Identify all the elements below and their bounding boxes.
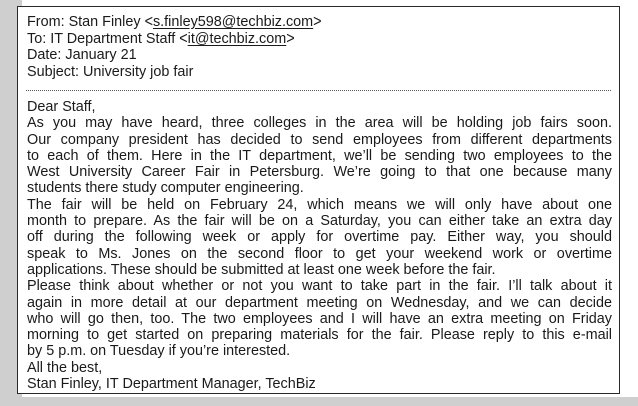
to-row xyxy=(27,31,612,48)
email-body xyxy=(27,99,612,392)
from-email-link[interactable]: s.finley598@techbiz.com xyxy=(152,14,314,30)
body-line: applications. These should be submitted at least one week before the fair. xyxy=(27,261,496,278)
email-header xyxy=(27,14,612,80)
body-line-signature: Stan Finley, IT Department Manager, TechBiz xyxy=(27,376,316,393)
to-name: IT Department Staff xyxy=(50,30,176,47)
body-line: morning to get started on preparing materials for the fair. Please reply to this e-mail xyxy=(27,327,612,344)
body-line: Our company president has decided to send employees from different departments xyxy=(27,131,612,148)
email-frame xyxy=(17,6,620,394)
header-divider xyxy=(26,90,611,91)
body-line: month to prepare. As the fair will be on a Saturday, you can either take an extra day xyxy=(27,213,612,230)
body-line: The fair will be held on February 24, which means we will only have about one xyxy=(27,196,612,213)
date-value: January 21 xyxy=(65,47,137,63)
body-line-greeting: Dear Staff, xyxy=(27,99,96,115)
date-label: Date: xyxy=(27,47,62,63)
body-line: West University Career Fair in Petersburg. We’re going to that one because many xyxy=(27,164,612,181)
body-line: off during the following week or apply for overtime pay. Either way, you should xyxy=(27,229,612,246)
subject-row xyxy=(27,64,612,81)
subject-label: Subject: xyxy=(27,63,79,80)
body-line: by 5 p.m. on Tuesday if you’re interested. xyxy=(27,343,291,360)
to-address[interactable]: <it@techbiz.com> xyxy=(179,29,295,48)
from-row xyxy=(27,14,612,31)
body-line: As you may have heard, three colleges in the area will be holding job fairs soon. xyxy=(27,115,612,132)
from-address[interactable]: <s.finley598@techbiz.com> xyxy=(144,12,322,32)
from-label: From: xyxy=(27,14,65,30)
date-row xyxy=(27,47,612,64)
from-name: Stan Finley xyxy=(68,14,141,30)
body-line: to each of them. Here in the IT department, we’ll be sending two employees to the xyxy=(27,147,612,164)
body-line-closing: All the best, xyxy=(27,359,103,376)
body-line: Please think about whether or not you want to take part in the fair. I’ll talk about it xyxy=(27,278,612,295)
to-email-link[interactable]: it@techbiz.com xyxy=(187,30,287,47)
body-line: who will go then, too. The two employees and I will have an extra meeting on Friday xyxy=(27,310,612,327)
body-line: students there study computer engineering. xyxy=(27,180,304,197)
body-line: again in more detail at our department meeting on Wednesday, and we can decide xyxy=(27,294,612,311)
to-label: To: xyxy=(27,30,47,47)
bottom-gray-bar xyxy=(0,397,638,406)
body-line: speak to Ms. Jones on the second floor to get your weekend work or overtime xyxy=(27,245,612,262)
subject-value: University job fair xyxy=(83,63,194,80)
